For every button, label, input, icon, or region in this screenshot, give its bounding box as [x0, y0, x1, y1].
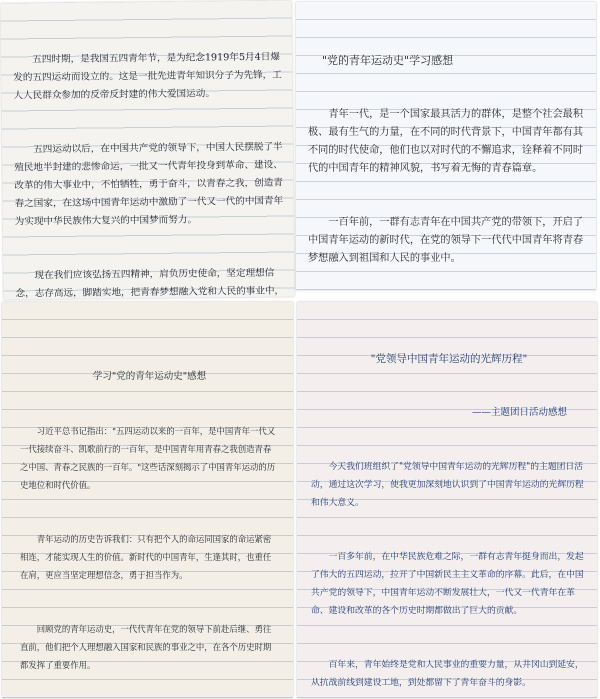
page-3-paragraph: 回顾党的青年运动史，一代代青年在党的领导下前赴后继、勇往直前，他们把个人理想融入国家和民族的事业之中，在各个历史时期都发挥了重要作用。: [20, 624, 272, 670]
page-4-title: "党领导中国青年运动的光辉历程": [370, 353, 528, 365]
page-1-paragraph: 五四运动以后，在中国共产党的领导下，中国人民摆脱了半殖民地半封建的悲惨命运，一批又一代青年投身到革命、建设、改革的伟大事业中，不怕牺牲，勇于奋斗，以青春之我，创造青春之国家，在这场中国青年运动中激励了一代又一代的中国青年为实现中华民族伟大复兴的中国梦而努力。: [13, 141, 284, 228]
handwritten-page-4: [297, 302, 597, 698]
handwritten-page-3: [2, 302, 293, 698]
page-1-paragraph: 现在我们应该弘扬五四精神，肩负历史使命，坚定理想信念，志存高远，脚踏实地，把青春梦想融入党和人民的事业中，在民族复兴的伟大征程中谱写新的篇章。: [15, 267, 285, 300]
page-3-paragraph: 习近平总书记指出："五四运动以来的一百年，是中国青年一代又一代接续奋斗、凯歌前行的一百年，是中国青年用青春之我创造青春之中国、青春之民族的一百年。"这些话深刻揭示了中国青年运动的历史地位和时代价值。: [20, 426, 276, 490]
page-3-title: 学习"党的青年运动史"感想: [92, 371, 207, 382]
page-1-body: [0, 0, 294, 299]
page-4-subtitle: ——主题团日活动感想: [471, 407, 567, 418]
handwritten-page-2: [296, 2, 596, 290]
page-2-content: [296, 2, 596, 290]
handwritten-page-1: [0, 0, 294, 299]
page-2-paragraph: 青年一代，是一个国家最具活力的群体，是整个社会最积极、最有生气的力量，在不同的时代背景下，中国青年都有其不同的时代使命，他们也以对时代的不懈追求，诠释着不同时代的中国青年的精神风貌，书写着无悔的青春篇章。: [308, 109, 584, 174]
page-4-paragraph: 百年来，青年始终是党和人民事业的重要力量，从井冈山到延安，从抗战前线到建设工地，到处都留下了青年奋斗的身影。: [311, 660, 584, 688]
page-3-content: [2, 302, 293, 698]
page-2-title: "党的青年运动史"学习感想: [322, 54, 454, 67]
page-4-paragraph: 今天我们班组织了"党领导中国青年运动的光辉历程"的主题团日活动，通过这次学习，使我更加深刻地认识到了中国青年运动的光辉历程和伟大意义。: [311, 462, 584, 508]
page-2-paragraph: 一百年前，一群有志青年在中国共产党的带领下，开启了中国青年运动的新时代，在党的领导下一代代中国青年将青春梦想融入到祖国和人民的事业中。: [308, 217, 584, 264]
page-4-content: [297, 302, 597, 698]
page-1-paragraph: 五四时期，是我国五四青年节，是为纪念1919年5月4日爆发的五四运动而设立的。这是一批先进青年知识分子为先锋，工人人民群众参加的反帝反封建的伟大爱国运动。: [12, 51, 282, 102]
page-4-paragraph: 一百多年前，在中华民族危难之际，一群有志青年挺身而出，发起了伟大的五四运动，拉开了中国新民主主义革命的序幕。此后，在中国共产党的领导下，中国青年运动不断发展壮大，一代又一代青年在革命、建设和改革的各个历史时期都做出了巨大的贡献。: [311, 552, 584, 616]
page-3-paragraph: 青年运动的历史告诉我们：只有把个人的命运同国家的命运紧密相连，才能实现人生的价值。新时代的中国青年，生逢其时，也重任在肩，更应当坚定理想信念，勇于担当作为。: [20, 534, 272, 580]
